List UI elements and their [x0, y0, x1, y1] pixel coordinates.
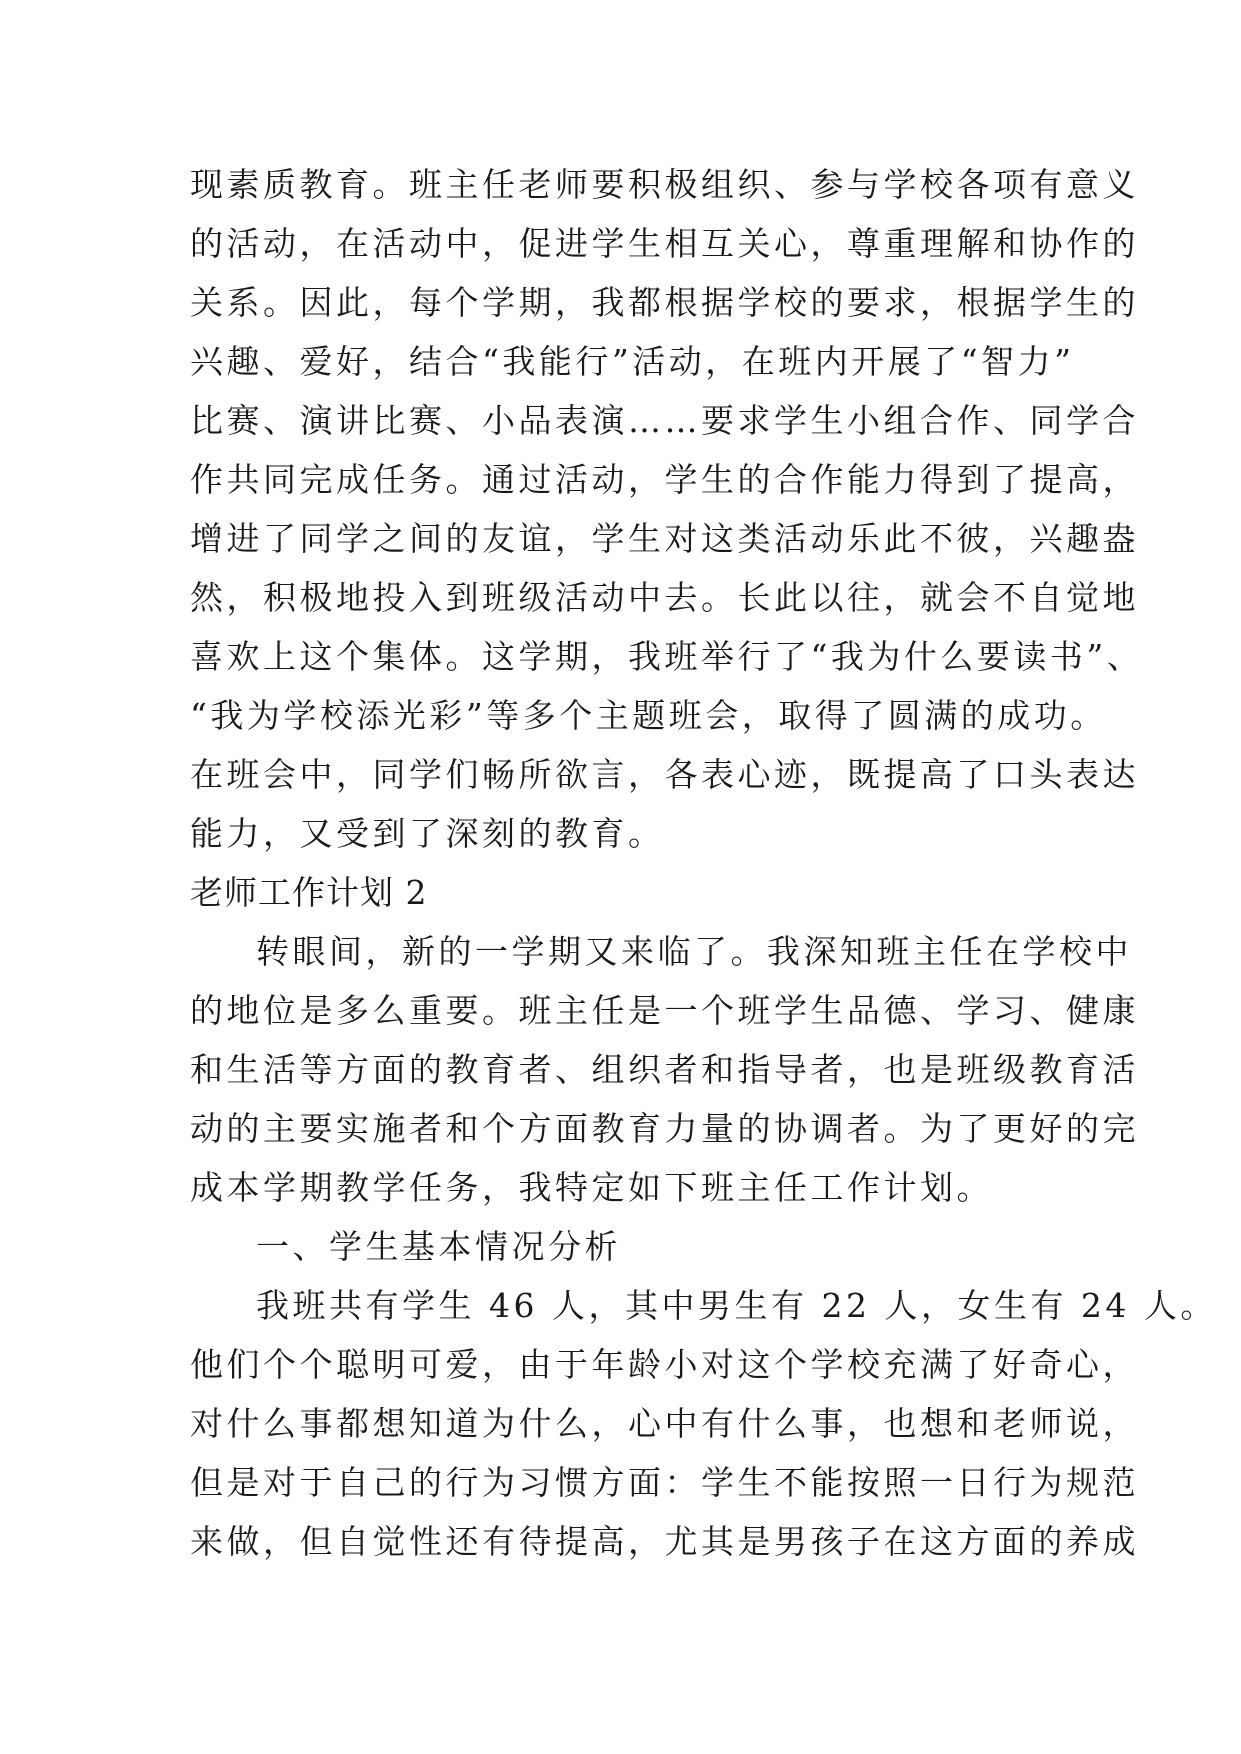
paragraph-line: 成本学期教学任务，我特定如下班主任工作计划。: [190, 1168, 993, 1207]
paragraph-line: 他们个个聪明可爱，由于年龄小对这个学校充满了好奇心，: [190, 1345, 1139, 1384]
paragraph-line: 喜欢上这个集体。这学期，我班举行了“我为什么要读书”、: [190, 637, 1144, 676]
section-title: 老师工作计划 2: [190, 873, 428, 912]
document-body: [190, 155, 1217, 1571]
paragraph-line: “我为学校添光彩”等多个主题班会，取得了圆满的成功。: [190, 696, 1107, 735]
paragraph-line: 兴趣、爱好，结合“我能行”活动，在班内开展了“智力”: [190, 342, 1075, 381]
paragraph-line: 我班共有学生 46 人，其中男生有 22 人，女生有 24 人。: [256, 1286, 1217, 1325]
paragraph-line: 对什么事都想知道为什么，心中有什么事，也想和老师说，: [190, 1404, 1139, 1443]
paragraph-line: 比赛、演讲比赛、小品表演……要求学生小组合作、同学合: [190, 401, 1139, 440]
paragraph-line: 但是对于自己的行为习惯方面：学生不能按照一日行为规范: [190, 1463, 1139, 1502]
paragraph-line: 和生活等方面的教育者、组织者和指导者，也是班级教育活: [190, 1050, 1139, 1089]
paragraph-line: 动的主要实施者和个方面教育力量的协调者。为了更好的完: [190, 1109, 1139, 1148]
paragraph-line: 作共同完成任务。通过活动，学生的合作能力得到了提高，: [190, 460, 1139, 499]
paragraph-line: 现素质教育。班主任老师要积极组织、参与学校各项有意义: [190, 165, 1139, 204]
paragraph-line: 能力，又受到了深刻的教育。: [190, 814, 665, 853]
paragraph-line: 的地位是多么重要。班主任是一个班学生品德、学习、健康: [190, 991, 1139, 1030]
paragraph-line: 在班会中，同学们畅所欲言，各表心迹，既提高了口头表达: [190, 755, 1139, 794]
paragraph-line: 转眼间，新的一学期又来临了。我深知班主任在学校中: [256, 932, 1132, 971]
paragraph-line: 的活动，在活动中，促进学生相互关心，尊重理解和协作的: [190, 224, 1139, 263]
subheading: 一、学生基本情况分析: [256, 1227, 621, 1266]
paragraph-line: 增进了同学之间的友谊，学生对这类活动乐此不彼，兴趣盎: [190, 519, 1139, 558]
paragraph-line: 然，积极地投入到班级活动中去。长此以往，就会不自觉地: [190, 578, 1139, 617]
paragraph-line: 关系。因此，每个学期，我都根据学校的要求，根据学生的: [190, 283, 1139, 322]
paragraph-line: 来做，但自觉性还有待提高，尤其是男孩子在这方面的养成: [190, 1522, 1139, 1561]
